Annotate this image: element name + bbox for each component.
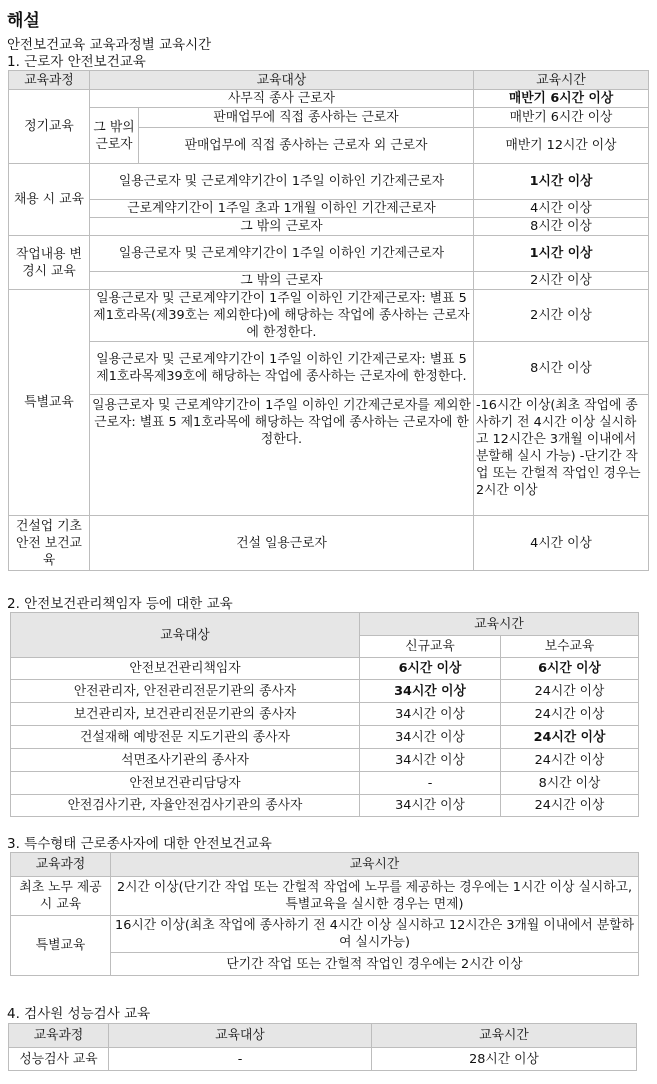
section-4-heading: 4. 검사원 성능검사 교육 [7,1006,151,1022]
header-refresh: 보수교육 [501,636,639,658]
header-course: 교육과정 [9,71,90,90]
time-cell: 2시간 이상 [474,290,649,342]
new-time-cell: 34시간 이상 [360,703,501,726]
header-time: 교육시간 [372,1024,637,1048]
target-cell: 안전보건관리담당자 [11,772,360,795]
time-cell: 2시간 이상 [474,272,649,290]
target-cell: 판매업무에 직접 종사하는 근로자 [139,108,474,128]
target-cell: 일용근로자 및 근로계약기간이 1주일 이하인 기간제근로자를 제외한 근로자: 별표 5 제1호라목에 해당하는 작업에 종사하는 근로자에 한정한다. [90,395,474,516]
course-change: 작업내용 변경시 교육 [9,236,90,290]
refresh-time-cell: 6시간 이상 [501,658,639,680]
course-special: 특별교육 [9,290,90,516]
worker-education-table [8,70,649,571]
target-cell: - [109,1048,372,1071]
target-cell: 안전보건관리책임자 [11,658,360,680]
inspector-education-table [8,1023,637,1071]
header-target: 교육대상 [11,613,360,658]
target-cell: 안전검사기관, 자율안전검사기관의 종사자 [11,795,360,817]
target-cell: 판매업무에 직접 종사하는 근로자 외 근로자 [139,128,474,164]
target-cell: 일용근로자 및 근로계약기간이 1주일 이하인 기간제근로자 [90,236,474,272]
header-time: 교육시간 [474,71,649,90]
new-time-cell: 34시간 이상 [360,726,501,749]
section-3-heading: 3. 특수형태 근로종사자에 대한 안전보건교육 [7,836,272,852]
section-2-heading: 2. 안전보건관리책임자 등에 대한 교육 [7,596,233,612]
time-cell: 단기간 작업 또는 간헐적 작업인 경우에는 2시간 이상 [111,953,639,976]
page-title: 해설 [7,11,40,31]
time-cell: 1시간 이상 [474,164,649,200]
header-target: 교육대상 [90,71,474,90]
time-cell: 28시간 이상 [372,1048,637,1071]
refresh-time-cell: 8시간 이상 [501,772,639,795]
special-worker-education-table [10,852,639,976]
course-regular: 정기교육 [9,90,90,164]
page-subtitle: 안전보건교육 교육과정별 교육시간 [7,37,212,53]
course-hire: 채용 시 교육 [9,164,90,236]
section-1-heading: 1. 근로자 안전보건교육 [7,54,146,70]
header-course: 교육과정 [9,1024,109,1048]
target-cell: 그 밖의 근로자 [90,272,474,290]
new-time-cell: 34시간 이상 [360,749,501,772]
time-cell: 4시간 이상 [474,200,649,218]
target-cell: 보건관리자, 보건관리전문기관의 종사자 [11,703,360,726]
new-time-cell: - [360,772,501,795]
target-cell: 일용근로자 및 근로계약기간이 1주일 이하인 기간제근로자: 별표 5 제1호라목(제39호는 제외한다)에 해당하는 작업에 종사하는 근로자에 한정한다. [90,290,474,342]
target-cell: 안전관리자, 안전관리전문기관의 종사자 [11,680,360,703]
manager-education-table [10,612,639,817]
time-cell: 1시간 이상 [474,236,649,272]
refresh-time-cell: 24시간 이상 [501,726,639,749]
target-cell: 석면조사기관의 종사자 [11,749,360,772]
target-cell: 건설재해 예방전문 지도기관의 종사자 [11,726,360,749]
new-time-cell: 34시간 이상 [360,680,501,703]
refresh-time-cell: 24시간 이상 [501,703,639,726]
time-cell: 4시간 이상 [474,516,649,571]
time-cell: 매반기 12시간 이상 [474,128,649,164]
target-cell: 그 밖의 근로자 [90,218,474,236]
target-cell: 일용근로자 및 근로계약기간이 1주일 이하인 기간제근로자 [90,164,474,200]
course-special: 특별교육 [11,916,111,976]
target-cell: 일용근로자 및 근로계약기간이 1주일 이하인 기간제근로자: 별표 5 제1호라목제39호에 해당하는 작업에 종사하는 근로자에 한정한다. [90,342,474,395]
refresh-time-cell: 24시간 이상 [501,680,639,703]
target-cell: 건설 일용근로자 [90,516,474,571]
time-cell: -16시간 이상(최초 작업에 종사하기 전 4시간 이상 실시하고 12시간은 3개월 이내에서 분할해 실시 가능) -단기간 작업 또는 간헐적 작업인 경우는 2시간 이상 [474,395,649,516]
time-cell: 매반기 6시간 이상 [474,108,649,128]
time-cell: 매반기 6시간 이상 [474,90,649,108]
header-new: 신규교육 [360,636,501,658]
time-cell: 8시간 이상 [474,342,649,395]
header-time: 교육시간 [360,613,639,636]
time-cell: 8시간 이상 [474,218,649,236]
new-time-cell: 34시간 이상 [360,795,501,817]
time-cell: 16시간 이상(최초 작업에 종사하기 전 4시간 이상 실시하고 12시간은 3개월 이내에서 분할하여 실시가능) [111,916,639,953]
course-construction: 건설업 기초안전 보건교육 [9,516,90,571]
time-cell: 2시간 이상(단기간 작업 또는 간헐적 작업에 노무를 제공하는 경우에는 1시간 이상 실시하고, 특별교육을 실시한 경우는 면제) [111,877,639,916]
header-time: 교육시간 [111,853,639,877]
course-cell: 성능검사 교육 [9,1048,109,1071]
header-course: 교육과정 [11,853,111,877]
header-target: 교육대상 [109,1024,372,1048]
target-cell: 근로계약기간이 1주일 초과 1개월 이하인 기간제근로자 [90,200,474,218]
refresh-time-cell: 24시간 이상 [501,795,639,817]
course-first: 최초 노무 제공 시 교육 [11,877,111,916]
other-workers-label: 그 밖의 근로자 [90,108,139,164]
target-cell: 사무직 종사 근로자 [90,90,474,108]
new-time-cell: 6시간 이상 [360,658,501,680]
refresh-time-cell: 24시간 이상 [501,749,639,772]
